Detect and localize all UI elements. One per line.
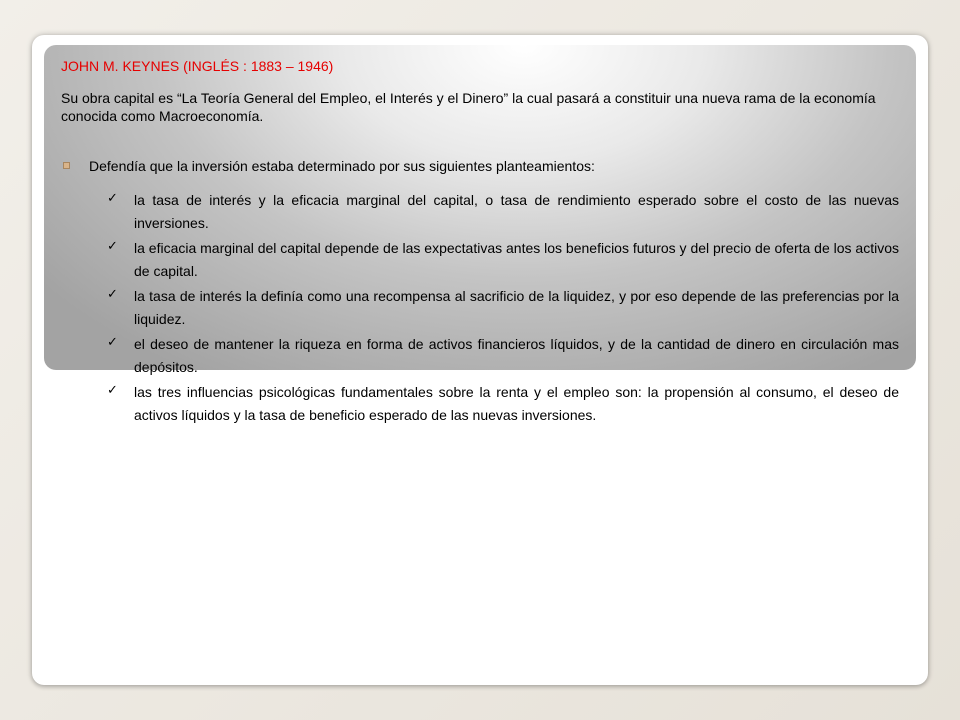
checkmark-icon: ✓ bbox=[107, 191, 118, 206]
checkmark-icon: ✓ bbox=[107, 383, 118, 398]
intro-paragraph: Su obra capital es “La Teoría General del Empleo, el Interés y el Dinero” la cual pasará a constituir una nueva rama de la economía conocida como Macroeconomía. bbox=[61, 90, 876, 124]
check-item-text: las tres influencias psicológicas fundamentales sobre la renta y el empleo son: la propensión al consumo, el deseo de activos líquidos y la tasa de beneficio esperado de las nuevas inversiones. bbox=[134, 384, 899, 423]
slide-content bbox=[61, 58, 899, 429]
checkmark-icon: ✓ bbox=[107, 335, 118, 350]
check-list-item bbox=[107, 381, 899, 427]
checkmark-icon: ✓ bbox=[107, 287, 118, 302]
check-item-text: la eficacia marginal del capital depende de las expectativas antes los beneficios futuros y del precio de oferta de los activos de capital. bbox=[134, 240, 900, 279]
square-bullet-icon bbox=[63, 162, 70, 169]
check-list bbox=[61, 189, 899, 427]
check-list-item bbox=[107, 189, 899, 235]
bullet-item bbox=[61, 157, 899, 175]
check-item-text: el deseo de mantener la riqueza en forma de activos financieros líquidos, y de la cantidad de dinero en circulación mas depósitos. bbox=[134, 336, 899, 375]
check-list-item bbox=[107, 285, 899, 331]
checkmark-icon: ✓ bbox=[107, 239, 118, 254]
check-item-text: la tasa de interés y la eficacia marginal del capital, o tasa de rendimiento esperado sobre el costo de las nuevas inversiones. bbox=[134, 192, 899, 231]
check-list-item bbox=[107, 237, 900, 283]
check-item-text: la tasa de interés la definía como una recompensa al sacrificio de la liquidez, y por eso depende de las preferencias por la liquidez. bbox=[134, 288, 899, 327]
check-list-item bbox=[107, 333, 899, 379]
bullet-text: Defendía que la inversión estaba determinado por sus siguientes planteamientos: bbox=[89, 158, 595, 174]
slide-heading: JOHN M. KEYNES (INGLÉS : 1883 – 1946) bbox=[61, 58, 334, 74]
